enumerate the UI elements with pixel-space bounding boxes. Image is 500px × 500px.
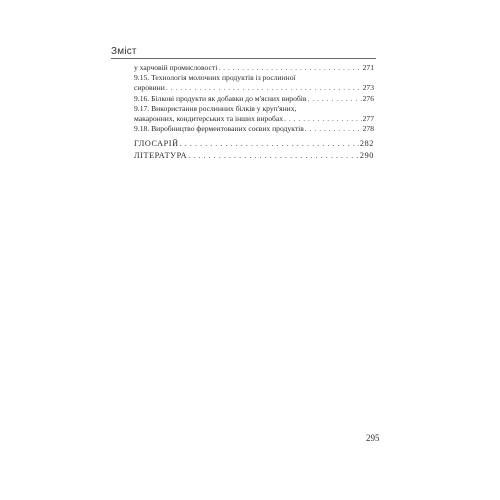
toc-entry xyxy=(111,104,374,124)
toc-entry-page: 277 xyxy=(362,114,374,124)
table-of-contents xyxy=(111,63,374,161)
toc-entry-title: макаронних, кондитерських та інших виробах xyxy=(134,114,284,124)
toc-entry-title: у харчовій промисловості xyxy=(134,63,218,72)
toc-entry-title-line1: 9.17. Використання рослинних білків у круп'яних, xyxy=(134,103,297,113)
toc-entry xyxy=(111,94,374,104)
leader-dots xyxy=(188,150,359,161)
toc-entry xyxy=(111,124,374,134)
page-number: 295 xyxy=(366,433,380,443)
toc-entry-title: ЛІТЕРАТУРА xyxy=(134,151,188,161)
toc-entry-page: 271 xyxy=(362,63,374,72)
toc-entry xyxy=(111,63,374,73)
leader-dots xyxy=(284,114,362,124)
leader-dots xyxy=(305,124,362,134)
toc-entry-page: 273 xyxy=(362,83,374,93)
toc-entry-title: 9.16. Білкові продукти як добавки до м'ясних виробів xyxy=(134,93,307,103)
toc-entry-literature xyxy=(111,150,374,161)
toc-entry-title: 9.18. Виробництво ферментованих соєвих продуктів xyxy=(134,124,304,134)
toc-entry xyxy=(111,73,374,93)
toc-entry-title-line1: 9.15. Технологія молочних продуктів із рослинної xyxy=(134,73,296,83)
leader-dots xyxy=(307,94,361,104)
toc-entry-page: 276 xyxy=(362,93,374,103)
toc-entry-page: 282 xyxy=(359,139,374,149)
running-head: Зміст xyxy=(111,46,137,57)
header-rule xyxy=(111,58,376,59)
leader-dots xyxy=(180,138,359,149)
leader-dots xyxy=(166,83,362,93)
toc-entry-title: ГЛОСАРІЙ xyxy=(134,139,179,149)
toc-entry-page: 278 xyxy=(362,124,374,134)
toc-entry-title: сировини xyxy=(134,83,165,93)
toc-entry-page: 290 xyxy=(359,151,374,161)
toc-entry-glossary xyxy=(111,138,374,149)
leader-dots xyxy=(218,63,361,73)
